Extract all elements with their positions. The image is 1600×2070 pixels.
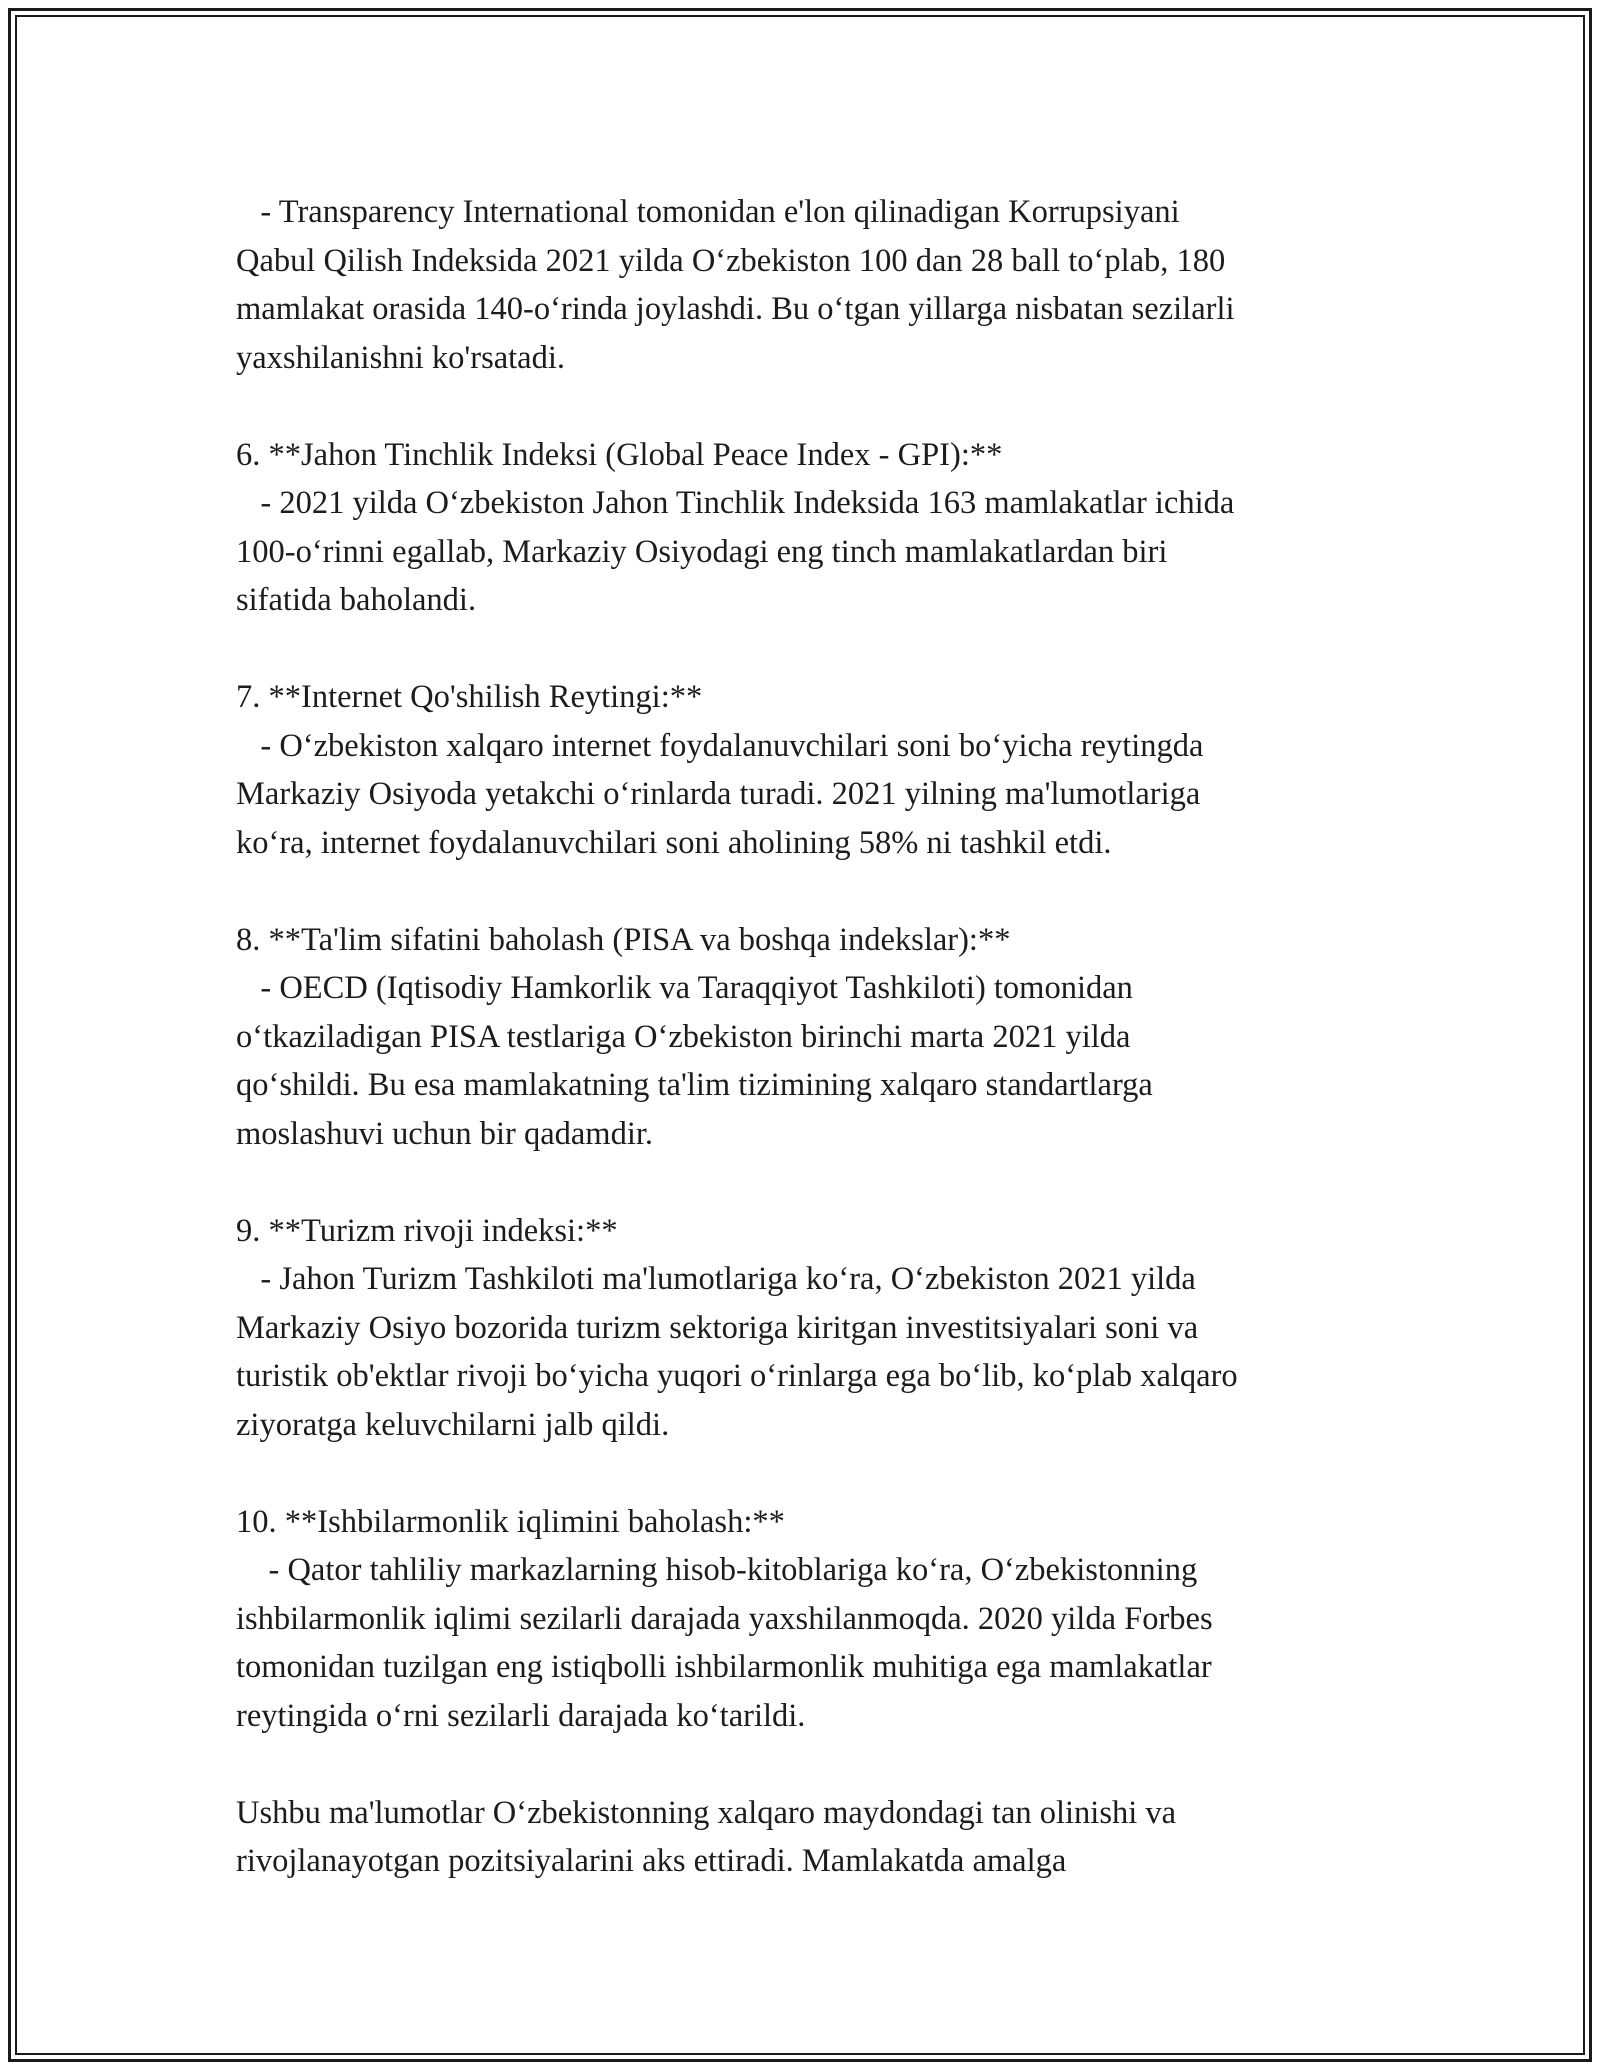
paragraph-line: o‘tkaziladigan PISA testlariga O‘zbekiston birinchi marta 2021 yilda	[236, 1018, 1131, 1055]
list-item-heading: 6. **Jahon Tinchlik Indeksi (Global Peace Index - GPI):**	[236, 436, 1003, 473]
paragraph-line: - O‘zbekiston xalqaro internet foydalanuvchilari soni bo‘yicha reytingda	[236, 727, 1204, 764]
list-item-10	[236, 1498, 1386, 1741]
paragraph-gap	[236, 382, 1386, 431]
paragraph-gap	[236, 1158, 1386, 1207]
list-item-heading: 7. **Internet Qo'shilish Reytingi:**	[236, 679, 703, 715]
paragraph-line: reytingida o‘rni sezilarli darajada ko‘tarildi.	[236, 1697, 806, 1734]
paragraph-line: - 2021 yilda O‘zbekiston Jahon Tinchlik Indeksida 163 mamlakatlar ichida	[236, 485, 1235, 521]
paragraph-line: - Transparency International tomonidan e'lon qilinadigan Korrupsiyani	[236, 194, 1180, 230]
paragraph-gap	[236, 1449, 1386, 1498]
paragraph-line: tomonidan tuzilgan eng istiqbolli ishbilarmonlik muhitiga ega mamlakatlar	[236, 1649, 1212, 1685]
conclusion-paragraph	[236, 1789, 1386, 1886]
list-item-6	[236, 431, 1386, 625]
list-item-heading: 8. **Ta'lim sifatini baholash (PISA va boshqa indekslar):**	[236, 921, 1011, 958]
list-item-heading: 9. **Turizm rivoji indeksi:**	[236, 1212, 618, 1249]
paragraph-line: ko‘ra, internet foydalanuvchilari soni aholining 58% ni tashkil etdi.	[236, 824, 1112, 861]
list-item-8	[236, 916, 1386, 1159]
paragraph-line: mamlakat orasida 140-o‘rinda joylashdi. Bu o‘tgan yillarga nisbatan sezilarli	[236, 291, 1235, 327]
paragraph-gap	[236, 1740, 1386, 1789]
paragraph-line: yaxshilanishni ko'rsatadi.	[236, 339, 565, 376]
paragraph-line: Markaziy Osiyoda yetakchi o‘rinlarda turadi. 2021 yilning ma'lumotlariga	[236, 776, 1201, 812]
paragraph-line: - Jahon Turizm Tashkiloti ma'lumotlariga ko‘ra, O‘zbekiston 2021 yilda	[236, 1261, 1196, 1297]
list-item-7	[236, 673, 1386, 867]
paragraph-line: 100-o‘rinni egallab, Markaziy Osiyodagi eng tinch mamlakatlardan biri	[236, 533, 1168, 570]
paragraph-gap	[236, 867, 1386, 916]
list-item-9	[236, 1207, 1386, 1450]
paragraph-line: - Qator tahliliy markazlarning hisob-kitoblariga ko‘ra, O‘zbekistonning	[236, 1552, 1198, 1588]
paragraph-line: ziyoratga keluvchilarni jalb qildi.	[236, 1406, 670, 1443]
paragraph-line: Markaziy Osiyo bozorida turizm sektoriga kiritgan investitsiyalari soni va	[236, 1309, 1199, 1346]
paragraph-line: qo‘shildi. Bu esa mamlakatning ta'lim tizimining xalqaro standartlarga	[236, 1067, 1153, 1103]
paragraph-line: rivojlanayotgan pozitsiyalarini aks ettiradi. Mamlakatda amalga	[236, 1843, 1067, 1879]
paragraph-line: - OECD (Iqtisodiy Hamkorlik va Taraqqiyot Tashkiloti) tomonidan	[236, 970, 1133, 1006]
paragraph-line: moslashuvi uchun bir qadamdir.	[236, 1115, 654, 1152]
paragraph-gap	[236, 625, 1386, 674]
paragraph-line: sifatida baholandi.	[236, 582, 477, 618]
paragraph-line: Ushbu ma'lumotlar O‘zbekistonning xalqaro maydondagi tan olinishi va	[236, 1794, 1177, 1831]
document-body	[236, 188, 1386, 1886]
list-item-heading: 10. **Ishbilarmonlik iqlimini baholash:**	[236, 1503, 785, 1540]
paragraph-line: ishbilarmonlik iqlimi sezilarli darajada yaxshilanmoqda. 2020 yilda Forbes	[236, 1600, 1213, 1637]
paragraph-line: Qabul Qilish Indeksida 2021 yilda O‘zbekiston 100 dan 28 ball to‘plab, 180	[236, 242, 1226, 279]
paragraph-line: turistik ob'ektlar rivoji bo‘yicha yuqori o‘rinlarga ega bo‘lib, ko‘plab xalqaro	[236, 1358, 1238, 1394]
corruption-index-item	[236, 188, 1386, 382]
